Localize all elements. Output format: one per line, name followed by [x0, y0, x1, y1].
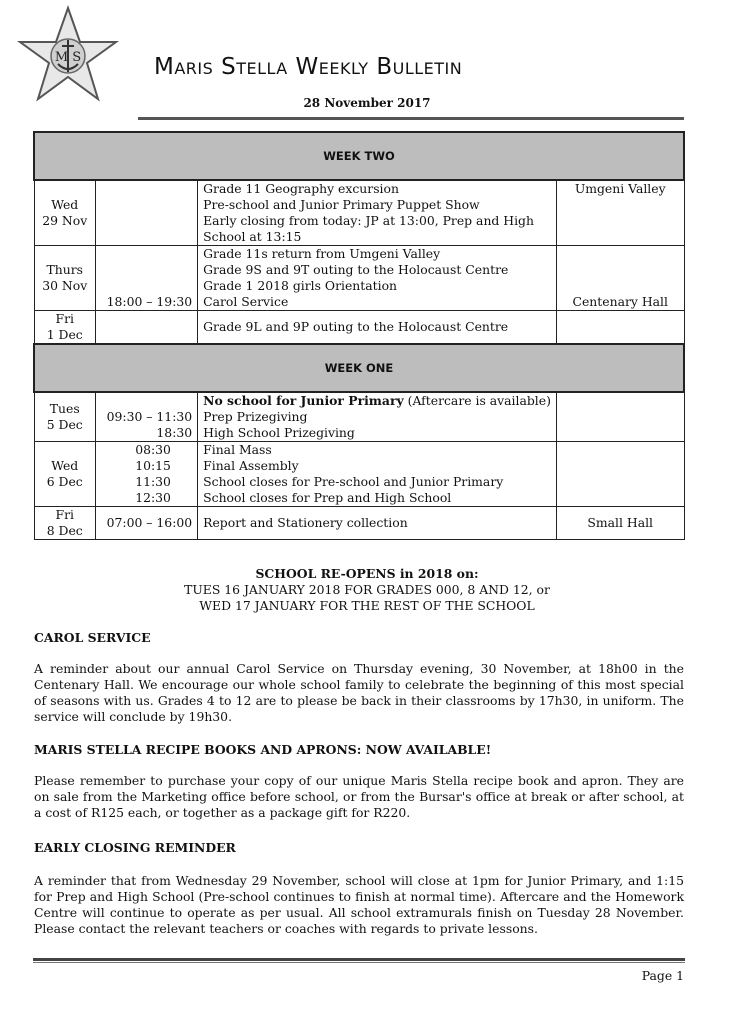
schedule-table — [33, 131, 685, 540]
header-rule — [138, 117, 684, 120]
page-number: Page 1 — [641, 968, 684, 983]
footer-rule — [33, 958, 685, 961]
table-row: Tues 5 Dec 09:30 – 11:30 18:30 No school for Junior Primary (Aftercare is available) Prep Prizegiving High School Prizegiving — [34, 392, 684, 442]
early-closing-heading: EARLY CLOSING REMINDER — [34, 840, 236, 855]
bulletin-date: 28 November 2017 — [303, 96, 431, 110]
reopen-line-1: TUES 16 JANUARY 2018 FOR GRADES 000, 8 AND 12, or — [184, 582, 550, 597]
reopen-line-2: WED 17 JANUARY FOR THE REST OF THE SCHOOL — [199, 598, 535, 613]
week-two-header: WEEK TWO — [34, 132, 684, 180]
table-row: Fri 1 Dec Grade 9L and 9P outing to the Holocaust Centre — [34, 311, 684, 345]
school-logo — [16, 4, 120, 104]
recipe-books-body: Please remember to purchase your copy of our unique Maris Stella recipe book and apron. They are on sale from the Marketing office before school, or from the Bursar's office at break or after school, at a cost of R125 each, or together as a package gift for R220. — [34, 773, 684, 820]
table-row: Wed 29 Nov Grade 11 Geography excursion Pre-school and Junior Primary Puppet Show Early closing from today: JP at 13:00, Prep and High School at 13:15 Umgeni Valley — [34, 180, 684, 246]
footer-rule-thin — [33, 962, 685, 963]
early-closing-body: A reminder that from Wednesday 29 November, school will close at 1pm for Junior Primary, and 1:15 for Prep and High School (Pre-school continues to finish at normal time). Aftercare and the Homework Centre will continue to operate as per usual. All school extramurals finish on Tuesday 28 November. Please contact the relevant teachers or coaches with regards to private lessons. — [34, 873, 684, 936]
reopen-heading: SCHOOL RE-OPENS in 2018 on: — [255, 566, 479, 581]
carol-service-heading: CAROL SERVICE — [34, 630, 151, 645]
svg-text:M S: M S — [54, 50, 82, 65]
carol-service-body: A reminder about our annual Carol Service on Thursday evening, 30 November, at 18h00 in the Centenary Hall. We encourage our whole school family to celebrate the beginning of this most special of seasons with us. Grades 4 to 12 are to please be back in their classrooms by 17h30, in uniform. The service will conclude by 19h30. — [34, 661, 684, 724]
recipe-books-heading: MARIS STELLA RECIPE BOOKS AND APRONS: NOW AVAILABLE! — [34, 742, 492, 757]
bulletin-title: Maris Stella Weekly Bulletin — [154, 54, 463, 80]
table-row: Thurs 30 Nov 18:00 – 19:30 Grade 11s return from Umgeni Valley Grade 9S and 9T outing to the Holocaust Centre Grade 1 2018 girls Orientation Carol Service Centenary Hall — [34, 246, 684, 311]
table-row: Fri 8 Dec 07:00 – 16:00 Report and Stationery collection Small Hall — [34, 507, 684, 540]
week-one-header: WEEK ONE — [34, 344, 684, 392]
table-row: Wed 6 Dec 08:30 10:15 11:30 12:30 Final Mass Final Assembly School closes for Pre-school and Junior Primary School closes for Prep and High School — [34, 442, 684, 507]
